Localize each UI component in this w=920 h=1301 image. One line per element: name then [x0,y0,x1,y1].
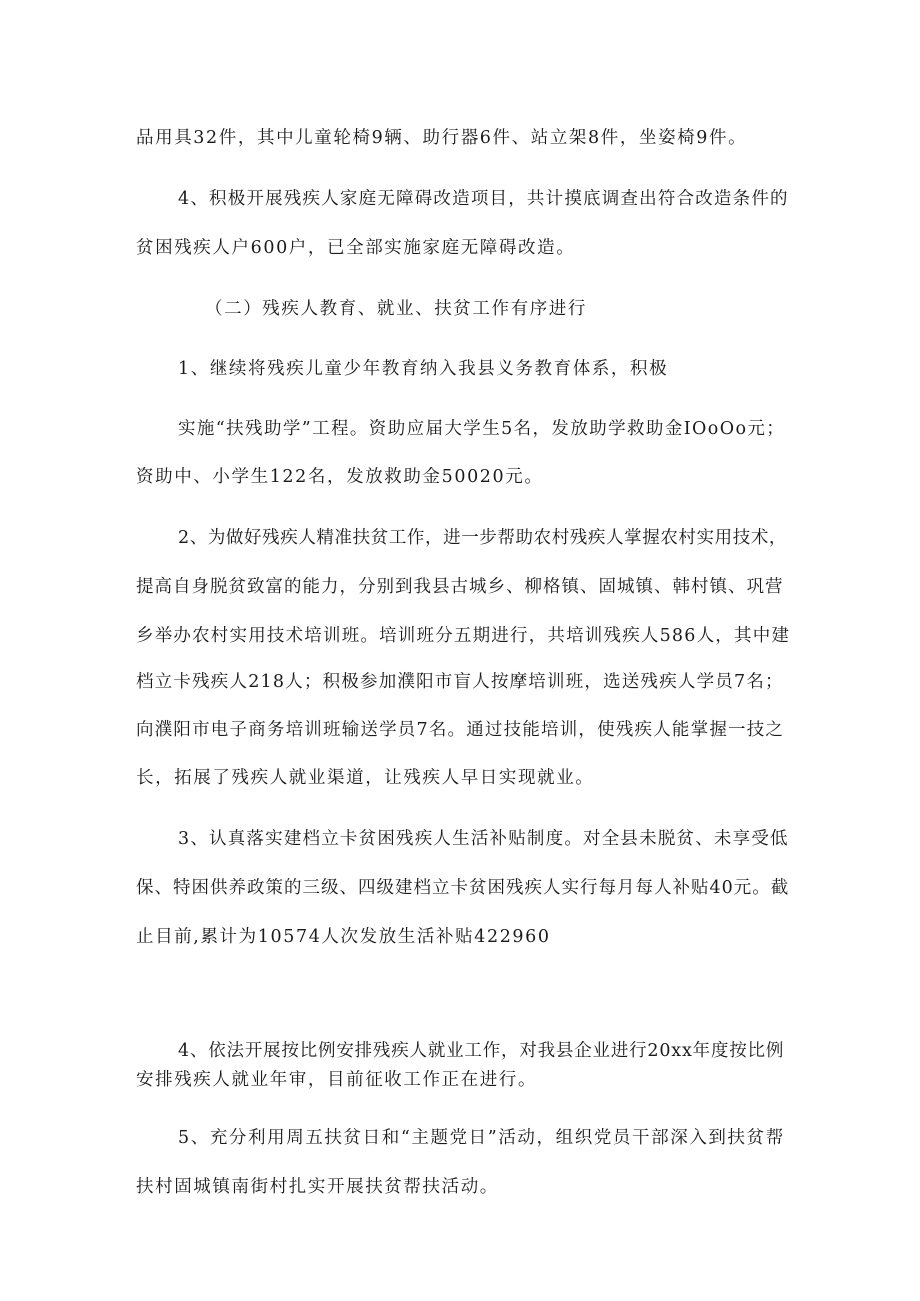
text-line-3: 贫困残疾人户600户，已全部实施家庭无障碍改造。 [136,238,576,258]
text-line-7: 资助中、小学生122名，发放救助金50020元。 [136,467,544,487]
text-line-20: 扶村固城镇南街村扎实开展扶贫帮扶活动。 [136,1177,499,1197]
text-line-5: 1、继续将残疾儿童少年教育纳入我县义务教育体系，积极 [178,359,669,379]
text-line-14: 3、认真落实建档立卡贫困残疾人生活补贴制度。对全县未脱贫、未享受低 [178,829,789,849]
text-line-15: 保、特困供养政策的三级、四级建档立卡贫困残疾人实行每月每人补贴40元。截 [136,878,790,898]
text-line-2: 4、积极开展残疾人家庭无障碍改造项目，共计摸底调查出符合改造条件的 [178,189,789,209]
text-line-8: 2、为做好残疾人精准扶贫工作，进一步帮助农村残疾人掌握农村实用技术， [178,528,788,548]
text-line-19: 5、充分利用周五扶贫日和“主题党日”活动，组织党员干部深入到扶贫帮 [178,1128,785,1148]
text-line-17: 4、依法开展按比例安排残疾人就业工作，对我县企业进行20xx年度按比例 [178,1041,785,1061]
text-line-11: 档立卡残疾人218人；积极参加濮阳市盲人按摩培训班，选送残疾人学员7名； [136,672,784,692]
text-line-18: 安排残疾人就业年审，目前征收工作正在进行。 [136,1070,538,1090]
text-line-9: 提高自身脱贫致富的能力，分别到我县古城乡、柳格镇、固城镇、韩村镇、巩营 [136,577,784,597]
text-line-10: 乡举办农村实用技术培训班。培训班分五期进行，共培训残疾人586人，其中建 [136,626,791,646]
text-line-16: 止目前,累计为10574人次发放生活补贴422960 [136,927,551,947]
text-line-12: 向濮阳市电子商务培训班输送学员7名。通过技能培训，使残疾人能掌握一技之 [136,720,785,740]
text-line-6: 实施“扶残助学”工程。资助应届大学生5名，发放助学救助金IOoOo元； [178,419,786,439]
section-heading: （二）残疾人教育、就业、扶贫工作有序进行 [205,299,587,319]
text-line-13: 长，拓展了残疾人就业渠道，让残疾人早日实现就业。 [136,768,595,788]
text-line-1: 品用具32件，其中儿童轮椅9辆、助行器6件、站立架8件，坐姿椅9件。 [136,128,748,148]
